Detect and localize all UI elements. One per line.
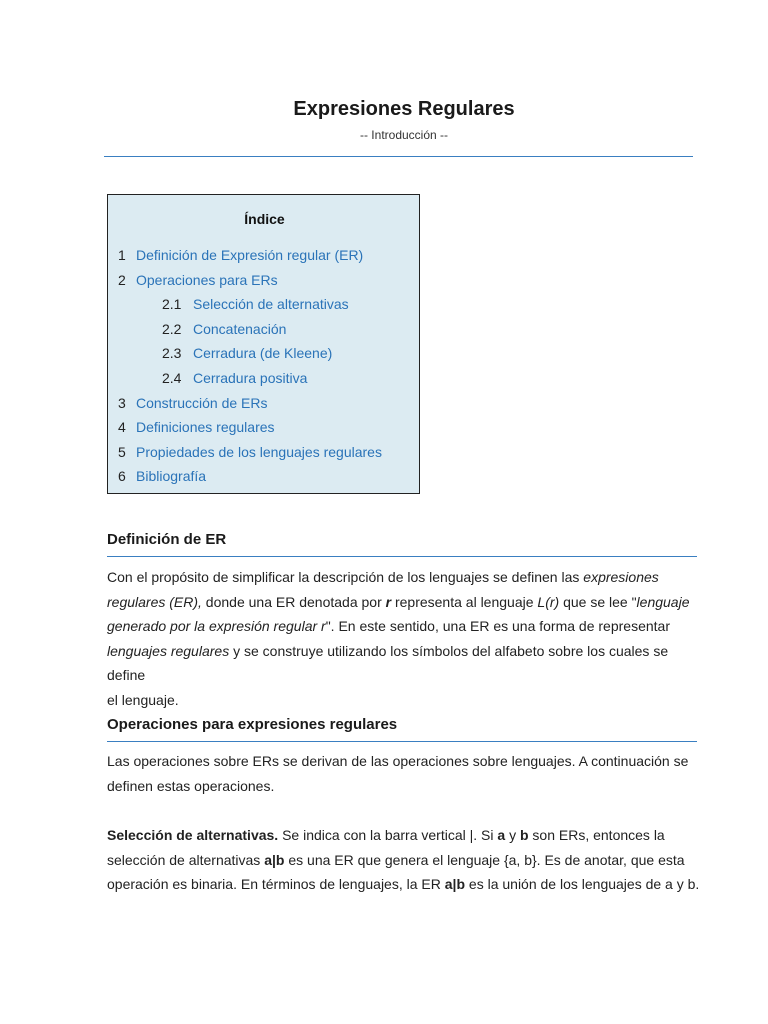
- toc-item-number: 1: [118, 247, 126, 263]
- text-run: lenguajes regulares: [107, 642, 230, 659]
- text-run: lenguaje: [636, 593, 690, 610]
- toc-item: [108, 244, 421, 269]
- text-run: b: [519, 827, 529, 843]
- text-run: representa al lenguaje: [391, 593, 538, 610]
- toc-item: [108, 392, 421, 417]
- text-run: a|b: [264, 851, 285, 868]
- toc-item-number: 2.3: [162, 345, 182, 362]
- toc-link-construccion[interactable]: Construcción de ERs: [136, 394, 268, 411]
- text-run: Selección de alternativas.: [107, 827, 279, 843]
- text-run: y: [505, 827, 520, 843]
- toc-link-concatenacion[interactable]: Concatenación: [193, 320, 287, 337]
- text-run: es una ER que genera el lenguaje {a, b}. Es de anotar, que esta: [284, 851, 685, 868]
- paragraph-operaciones-intro: [107, 749, 707, 798]
- toc-item: [108, 416, 421, 441]
- toc-link-bibliografia[interactable]: Bibliografía: [136, 468, 207, 485]
- title-divider: [104, 156, 693, 157]
- toc-link-definiciones-regulares[interactable]: Definiciones regulares: [136, 419, 275, 436]
- toc-item: [108, 441, 421, 466]
- toc-link-cerradura-kleene[interactable]: Cerradura (de Kleene): [193, 345, 333, 362]
- text-run: ". En este sentido, una ER es una forma de representar: [325, 618, 670, 634]
- section-heading: Operaciones para expresiones regulares: [107, 716, 398, 733]
- toc-link-cerradura-positiva[interactable]: Cerradura positiva: [193, 369, 308, 386]
- toc-item: [108, 465, 421, 490]
- toc-item-number: 3: [118, 394, 126, 411]
- section-divider: [107, 741, 697, 742]
- text-run: Las operaciones sobre ERs se derivan de las operaciones sobre lenguajes. A continuación se: [107, 753, 689, 769]
- text-run: son ERs, entonces la: [528, 827, 665, 843]
- toc-list: [108, 244, 421, 490]
- paragraph-definicion: [107, 565, 707, 712]
- text-run: selección de alternativas: [107, 851, 265, 868]
- toc-item-number: 4: [118, 419, 126, 436]
- text-run: r: [385, 593, 392, 610]
- toc-link-operaciones[interactable]: Operaciones para ERs: [136, 271, 278, 288]
- toc-item-number: 2.4: [162, 369, 182, 386]
- toc-link-definicion[interactable]: Definición de Expresión regular (ER): [136, 247, 364, 263]
- toc-item: [108, 269, 421, 294]
- text-run: operación es binaria. En términos de lenguajes, la ER: [107, 876, 445, 892]
- text-run: a|b: [444, 876, 466, 892]
- text-run: definen estas operaciones.: [107, 777, 275, 794]
- text-run: y se construye utilizando los símbolos del alfabeto sobre los cuales se define: [107, 642, 669, 683]
- toc-item-number: 2.2: [162, 320, 182, 337]
- toc-item: [108, 318, 421, 343]
- section-definicion: [107, 529, 697, 557]
- toc-item-number: 5: [118, 443, 126, 460]
- text-run: a: [497, 827, 506, 843]
- toc-item: [108, 293, 421, 318]
- table-of-contents: [107, 194, 420, 494]
- text-run: generado por la expresión regular r: [107, 618, 326, 634]
- paragraph-seleccion-alternativas: [107, 823, 707, 897]
- toc-link-seleccion[interactable]: Selección de alternativas: [193, 296, 349, 313]
- toc-item: [108, 367, 421, 392]
- toc-item-number: 6: [118, 468, 126, 485]
- text-run: el lenguaje.: [107, 691, 179, 708]
- text-run: L(r): [537, 593, 560, 610]
- document-subtitle: -- Introducción --: [359, 128, 449, 142]
- toc-item: [108, 342, 421, 367]
- toc-item-number: 2: [118, 271, 126, 288]
- document-title: Expresiones Regulares: [293, 98, 515, 120]
- section-heading: Definición de ER: [107, 531, 227, 548]
- section-operaciones: [107, 714, 697, 742]
- text-run: expresiones: [583, 569, 659, 585]
- text-run: es la unión de los lenguajes de a y b.: [465, 876, 700, 892]
- toc-link-propiedades[interactable]: Propiedades de los lenguajes regulares: [136, 443, 382, 460]
- text-run: regulares (ER),: [107, 593, 202, 610]
- toc-item-number: 2.1: [162, 296, 182, 313]
- text-run: que se lee ": [559, 593, 637, 610]
- text-run: donde una ER denotada por: [201, 593, 386, 610]
- toc-title: Índice: [244, 211, 285, 227]
- text-run: Se indica con la barra vertical |. Si: [278, 827, 498, 843]
- text-run: Con el propósito de simplificar la descripción de los lenguajes se definen las: [107, 569, 584, 585]
- section-divider: [107, 556, 697, 557]
